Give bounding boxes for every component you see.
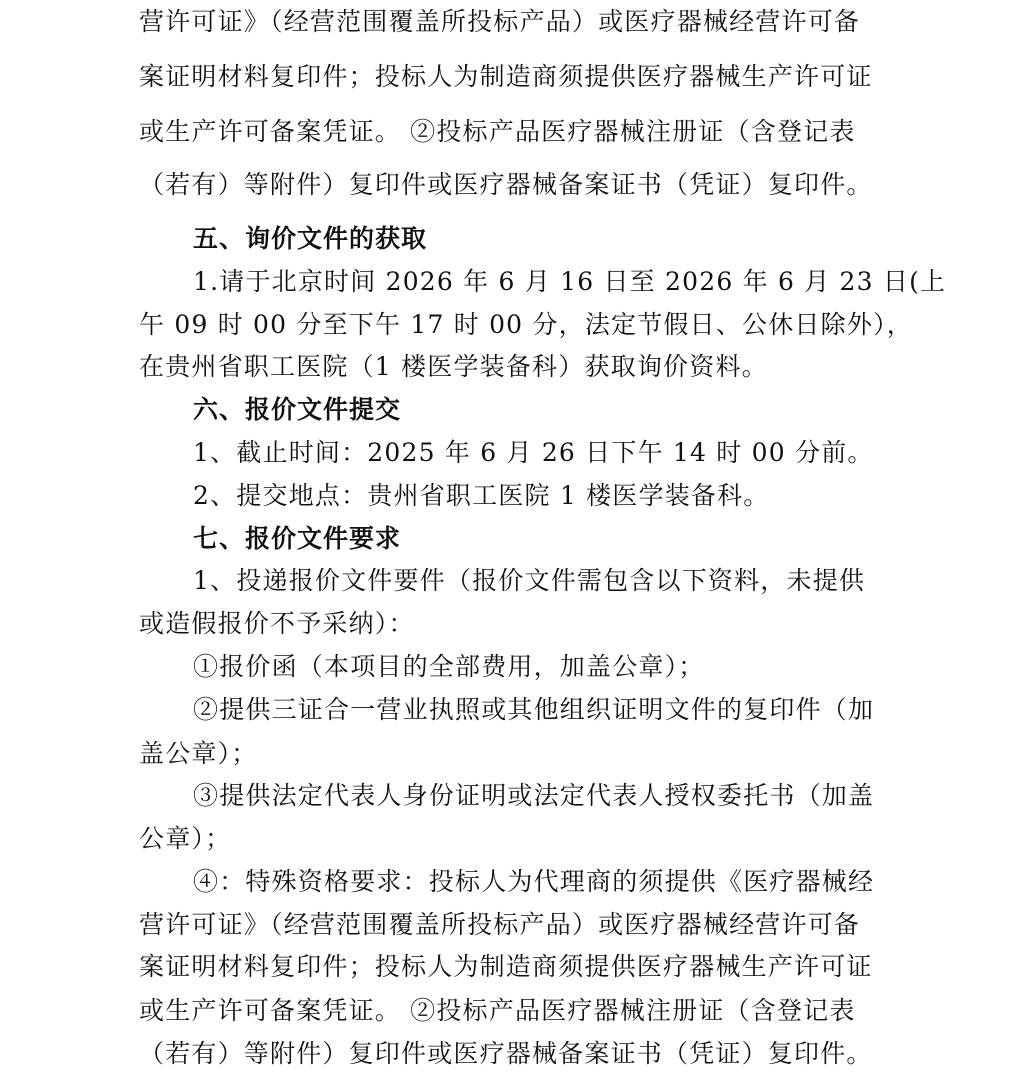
body-text-line: 或生产许可备案凭证。 ②投标产品医疗器械注册证（含登记表 [139, 117, 856, 146]
body-text-line: 营许可证》（经营范围覆盖所投标产品）或医疗器械经营许可备 [139, 910, 861, 939]
section-heading-5: 五、询价文件的获取 [193, 224, 428, 253]
body-text-line: （若有）等附件）复印件或医疗器械备案证书（凭证）复印件。 [139, 1039, 873, 1068]
body-text-line: 营许可证》（经营范围覆盖所投标产品）或医疗器械经营许可备 [139, 7, 861, 36]
section-heading-6: 六、报价文件提交 [193, 395, 402, 424]
body-text-line: 1.请于北京时间 2026 年 6 月 16 日至 2026 年 6 月 23 日(上 [193, 267, 947, 296]
body-text-line: 或造假报价不予采纳）： [139, 609, 415, 638]
body-text-line: 案证明材料复印件；投标人为制造商须提供医疗器械生产许可证 [139, 62, 873, 91]
body-text-line: 1、截止时间：2025 年 6 月 26 日下午 14 时 00 分前。 [193, 438, 874, 467]
body-text-line: 盖公章）； [139, 739, 258, 768]
body-text-line: ①报价函（本项目的全部费用，加盖公章）； [193, 652, 705, 681]
body-text-line: 公章）； [139, 824, 232, 853]
body-text-line: 1、投递报价文件要件（报价文件需包含以下资料，未提供 [193, 566, 866, 595]
body-text-line: ②提供三证合一营业执照或其他组织证明文件的复印件（加 [193, 695, 875, 724]
body-text-line: 或生产许可备案凭证。 ②投标产品医疗器械注册证（含登记表 [139, 996, 856, 1025]
body-text-line: ③提供法定代表人身份证明或法定代表人授权委托书（加盖 [193, 781, 875, 810]
section-heading-7: 七、报价文件要求 [193, 524, 402, 553]
body-text-line: 案证明材料复印件；投标人为制造商须提供医疗器械生产许可证 [139, 952, 873, 981]
body-text-line: 午 09 时 00 分至下午 17 时 00 分，法定节假日、公休日除外）， [139, 310, 913, 339]
body-text-line: ④：特殊资格要求：投标人为代理商的须提供《医疗器械经 [193, 867, 875, 896]
body-text-line: 在贵州省职工医院（1 楼医学装备科）获取询价资料。 [139, 352, 768, 381]
body-text-line: （若有）等附件）复印件或医疗器械备案证书（凭证）复印件。 [139, 170, 873, 199]
body-text-line: 2、提交地点：贵州省职工医院 1 楼医学装备科。 [193, 481, 770, 510]
